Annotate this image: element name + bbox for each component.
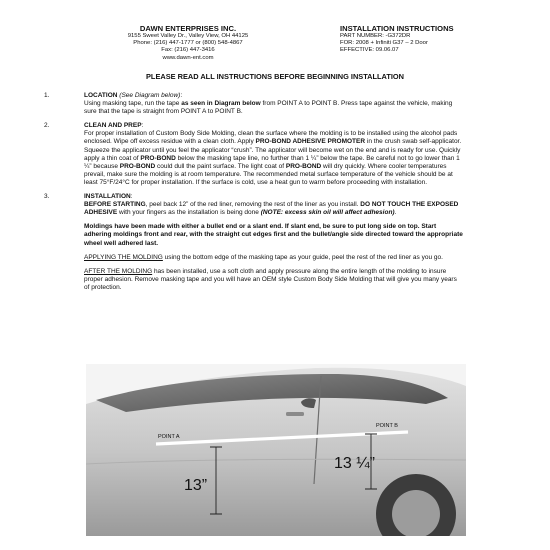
heading-colon: :	[180, 92, 183, 99]
text-run: For proper installation of Custom Body Side Molding, clean the surface where the molding is to be installed using the alcohol pads enclosed. Wipe off excess residue with a clean cloth. Apply	[84, 130, 458, 146]
warning-run: DO NOT TOUCH THE EXPOSED ADHESIVE	[84, 201, 459, 217]
product-name: PRO-BOND	[140, 154, 176, 162]
text-run: using the bottom edge of the masking tape as your guide, peel the rest of the red liner as you go.	[162, 253, 443, 261]
rear-dimension-label: 13 ¼”	[334, 455, 375, 472]
heading-colon: :	[130, 193, 133, 201]
text-run: could dull the paint surface. The light coat of	[155, 162, 286, 170]
front-dimension-label: 13”	[184, 477, 208, 494]
text-run: will dry quickly. Where cooler temperatures prevail, make sure the molding is at room temperature. The recommended metal surface temperature of the vehicle should be at least 75°F/24°C for proper installation. If the surface is cold, use a heat gun to warm before proceeding with installation.	[84, 162, 453, 186]
section-heading	[84, 122, 464, 130]
car-diagram-photo	[86, 364, 466, 536]
text-run: in the crush swab self-applicator. Squeeze the applicator until you feel the applicator “crush”. The applicator will become wet on the end and is ready for use. Quickly apply a thin coat of	[84, 138, 462, 162]
section-title: CLEAN AND PREP	[84, 122, 142, 130]
section-number: 1.	[44, 92, 50, 99]
document-info-block	[340, 24, 530, 55]
vehicle-fitment: FOR: 2008 + Infiniti G37 – 2 Door	[340, 40, 428, 47]
text-run: Using masking tape, run the tape	[84, 100, 182, 108]
text-run: .	[394, 209, 397, 217]
text-run: , peel back 12” of the red liner, removing the rest of the liner as you install.	[145, 201, 361, 209]
applying-paragraph	[84, 254, 464, 262]
text-run: with your fingers as the installation is being done	[117, 209, 261, 217]
applying-label: APPLYING THE MOLDING	[84, 253, 163, 261]
product-name: PRO-BOND ADHESIVE PROMOTER	[255, 138, 366, 146]
point-a-label: POINT A	[158, 434, 180, 440]
product-name: PRO-BOND	[285, 162, 322, 170]
point-b-label: POINT B	[376, 423, 398, 429]
molding-ends-paragraph: Moldings have been made with either a bullet end or a slant end. If slant end, be sure to put long side on top. Start adhering moldings front and rear, with the straight cut edges first and the bullet/angle side directed toward the appropriate wheel well adhered last.	[84, 223, 463, 247]
adhesion-note: (NOTE: excess skin oil will affect adhesion)	[260, 209, 395, 217]
text-run: below the masking tape line, no further than 1 ¼” below the tape. Be careful not to go lower than 1 ¼” because	[84, 154, 460, 170]
rear-wheel-rim	[392, 490, 440, 536]
section-installation	[44, 193, 464, 292]
section-title: INSTALLATION	[84, 193, 131, 201]
effective-date: EFFECTIVE: 09.06.07	[340, 47, 399, 54]
company-phone: Phone: (216) 447-1777 or (800) 548-4867	[133, 40, 243, 47]
section-number: 3.	[44, 193, 50, 201]
section-text	[84, 100, 464, 116]
read-instructions-banner: PLEASE READ ALL INSTRUCTIONS BEFORE BEGINNING INSTALLATION	[146, 72, 404, 81]
emphasis-run: as seen in Diagram below	[181, 100, 261, 108]
section-title-note: (See Diagram below)	[119, 92, 181, 99]
company-block	[88, 24, 288, 62]
part-number: PART NUMBER: -G372DR	[340, 33, 411, 39]
product-name: PRO-BOND	[119, 162, 156, 170]
section-location	[44, 92, 464, 116]
instructions-body	[44, 92, 464, 298]
section-text	[84, 201, 464, 217]
door-handle	[286, 412, 304, 416]
text-run: from POINT A to POINT B. Press tape against the vehicle, making sure that the tape is straight from POINT A to POINT B.	[84, 100, 453, 116]
section-number: 2.	[44, 122, 50, 130]
heading-colon: :	[141, 122, 144, 130]
section-text	[84, 130, 464, 187]
section-heading	[84, 193, 464, 201]
text-run: has been installed, use a soft cloth and apply pressure along the entire length of the molding to insure proper adhesion. Remove masking tape and you will have an OEM style Custom Body Side Molding that will give you many years of protection.	[84, 267, 457, 291]
company-address: 9155 Sweet Valley Dr., Valley View, OH 44125	[127, 33, 249, 39]
emphasis-run: BEFORE STARTING	[84, 201, 146, 209]
after-label: AFTER THE MOLDING	[84, 267, 153, 275]
section-clean-prep	[44, 122, 464, 187]
company-fax: Fax: (216) 447-3416	[161, 47, 215, 54]
after-paragraph	[84, 268, 464, 292]
document-title: INSTALLATION INSTRUCTIONS	[340, 24, 454, 33]
section-title: LOCATION	[84, 92, 118, 99]
company-website: www.dawn-ent.com	[162, 54, 214, 61]
company-name: DAWN ENTERPRISES INC.	[139, 24, 237, 33]
section-heading	[84, 92, 464, 100]
